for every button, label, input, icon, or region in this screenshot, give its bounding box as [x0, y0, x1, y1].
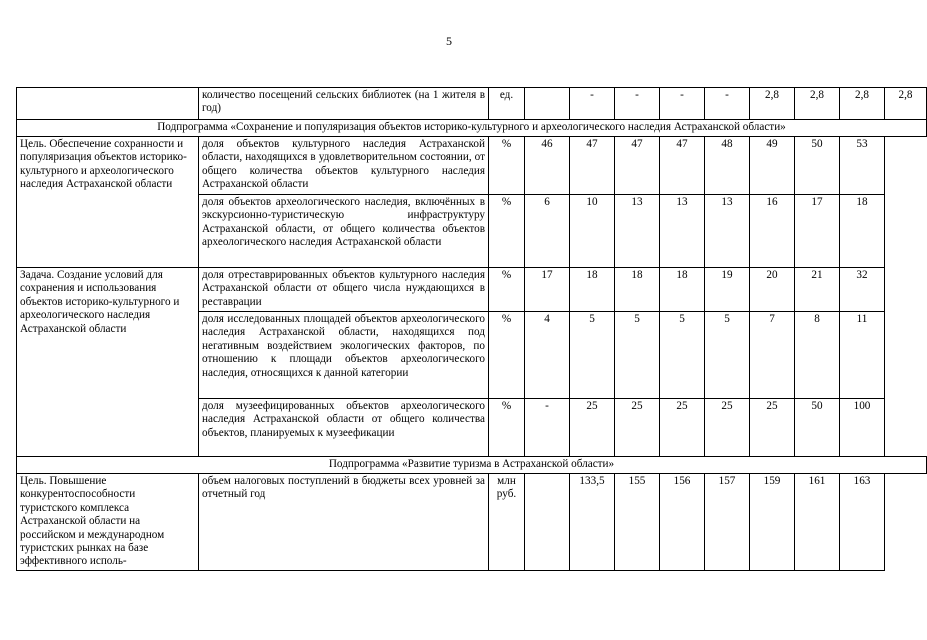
unit-cell: %: [489, 312, 525, 399]
value-cell: 18: [840, 195, 885, 268]
unit-cell: %: [489, 195, 525, 268]
value-cell: 50: [795, 137, 840, 195]
section-title: Подпрограмма «Сохранение и популяризация объектов историко-культурного и археологического наследия Астраханской области»: [17, 120, 927, 137]
value-cell: 161: [795, 474, 840, 571]
value-cell: -: [615, 88, 660, 120]
table-row: [17, 137, 927, 195]
value-cell: 163: [840, 474, 885, 571]
goal-cell: Цель. Повышение конкурентоспособности туристского комплекса Астраханской области на российском и международном туристских рынках на базе эффективного исполь-: [17, 474, 199, 571]
value-cell: 25: [705, 399, 750, 457]
value-cell: 25: [750, 399, 795, 457]
indicator-cell: доля объектов археологического наследия, включённых в экскурсионно-туристическую инфраструктуру Астраханской области, от общего количества объектов археологического наследия Астраханской области: [199, 195, 489, 268]
value-cell: 133,5: [570, 474, 615, 571]
indicator-cell: доля отреставрированных объектов культурного наследия Астраханской области от общего числа нуждающихся в реставрации: [199, 268, 489, 312]
indicator-cell: количество посещений сельских библиотек (на 1 жителя в год): [199, 88, 489, 120]
value-cell: 25: [570, 399, 615, 457]
value-cell: 2,8: [750, 88, 795, 120]
value-cell: 5: [705, 312, 750, 399]
value-cell: -: [660, 88, 705, 120]
value-cell: 156: [660, 474, 705, 571]
value-cell: 47: [615, 137, 660, 195]
value-cell: 5: [570, 312, 615, 399]
value-cell: 2,8: [885, 88, 927, 120]
value-cell: 5: [615, 312, 660, 399]
value-cell: -: [525, 399, 570, 457]
value-cell: 47: [660, 137, 705, 195]
value-cell: 159: [750, 474, 795, 571]
value-cell: 2,8: [840, 88, 885, 120]
value-cell: 49: [750, 137, 795, 195]
value-cell: 11: [840, 312, 885, 399]
value-cell: 53: [840, 137, 885, 195]
table-row: [17, 88, 927, 120]
indicator-cell: доля объектов культурного наследия Астраханской области, находящихся в удовлетворительном состоянии, от общего количества объектов культурного наследия Астраханской области: [199, 137, 489, 195]
table-row: [17, 268, 927, 312]
goal-cell: Цель. Обеспечение сохранности и популяризация объектов историко-культурного и археологического наследия Астраханской области: [17, 137, 199, 268]
value-cell: 6: [525, 195, 570, 268]
value-cell: 4: [525, 312, 570, 399]
value-cell: 32: [840, 268, 885, 312]
indicators-table: [16, 87, 927, 571]
unit-cell: млн руб.: [489, 474, 525, 571]
value-cell: 47: [570, 137, 615, 195]
value-cell: 13: [660, 195, 705, 268]
task-cell: Задача. Создание условий для сохранения и использования объектов историко-культурного и археологического наследия Астраханской области: [17, 268, 199, 457]
value-cell: 8: [795, 312, 840, 399]
value-cell: 25: [615, 399, 660, 457]
section-row: [17, 457, 927, 474]
page-number: 5: [446, 34, 452, 48]
value-cell: 13: [615, 195, 660, 268]
value-cell: 50: [795, 399, 840, 457]
value-cell: 17: [795, 195, 840, 268]
value-cell: -: [705, 88, 750, 120]
unit-cell: %: [489, 399, 525, 457]
section-title: Подпрограмма «Развитие туризма в Астраханской области»: [17, 457, 927, 474]
table-row: [17, 474, 927, 571]
value-cell: 16: [750, 195, 795, 268]
value-cell: 155: [615, 474, 660, 571]
value-cell: 157: [705, 474, 750, 571]
value-cell: 19: [705, 268, 750, 312]
value-cell: 7: [750, 312, 795, 399]
unit-cell: %: [489, 268, 525, 312]
value-cell: 100: [840, 399, 885, 457]
value-cell: 25: [660, 399, 705, 457]
value-cell: 18: [660, 268, 705, 312]
value-cell: 18: [615, 268, 660, 312]
value-cell: 17: [525, 268, 570, 312]
value-cell: 2,8: [795, 88, 840, 120]
value-cell: [525, 88, 570, 120]
goal-cell: [17, 88, 199, 120]
indicator-cell: доля музеефицированных объектов археологического наследия Астраханской области от общего количества объектов, планируемых к музеефикации: [199, 399, 489, 457]
value-cell: [525, 474, 570, 571]
value-cell: 18: [570, 268, 615, 312]
indicator-cell: доля исследованных площадей объектов археологического наследия Астраханской области, находящихся под негативным воздействием экологических факторов, по отношению к площади объектов археологического наследия, относящихся к данной категории: [199, 312, 489, 399]
value-cell: 20: [750, 268, 795, 312]
value-cell: 5: [660, 312, 705, 399]
unit-cell: %: [489, 137, 525, 195]
value-cell: 13: [705, 195, 750, 268]
section-row: [17, 120, 927, 137]
value-cell: -: [570, 88, 615, 120]
value-cell: 46: [525, 137, 570, 195]
unit-cell: ед.: [489, 88, 525, 120]
indicator-cell: объем налоговых поступлений в бюджеты всех уровней за отчетный год: [199, 474, 489, 571]
value-cell: 21: [795, 268, 840, 312]
value-cell: 10: [570, 195, 615, 268]
value-cell: 48: [705, 137, 750, 195]
